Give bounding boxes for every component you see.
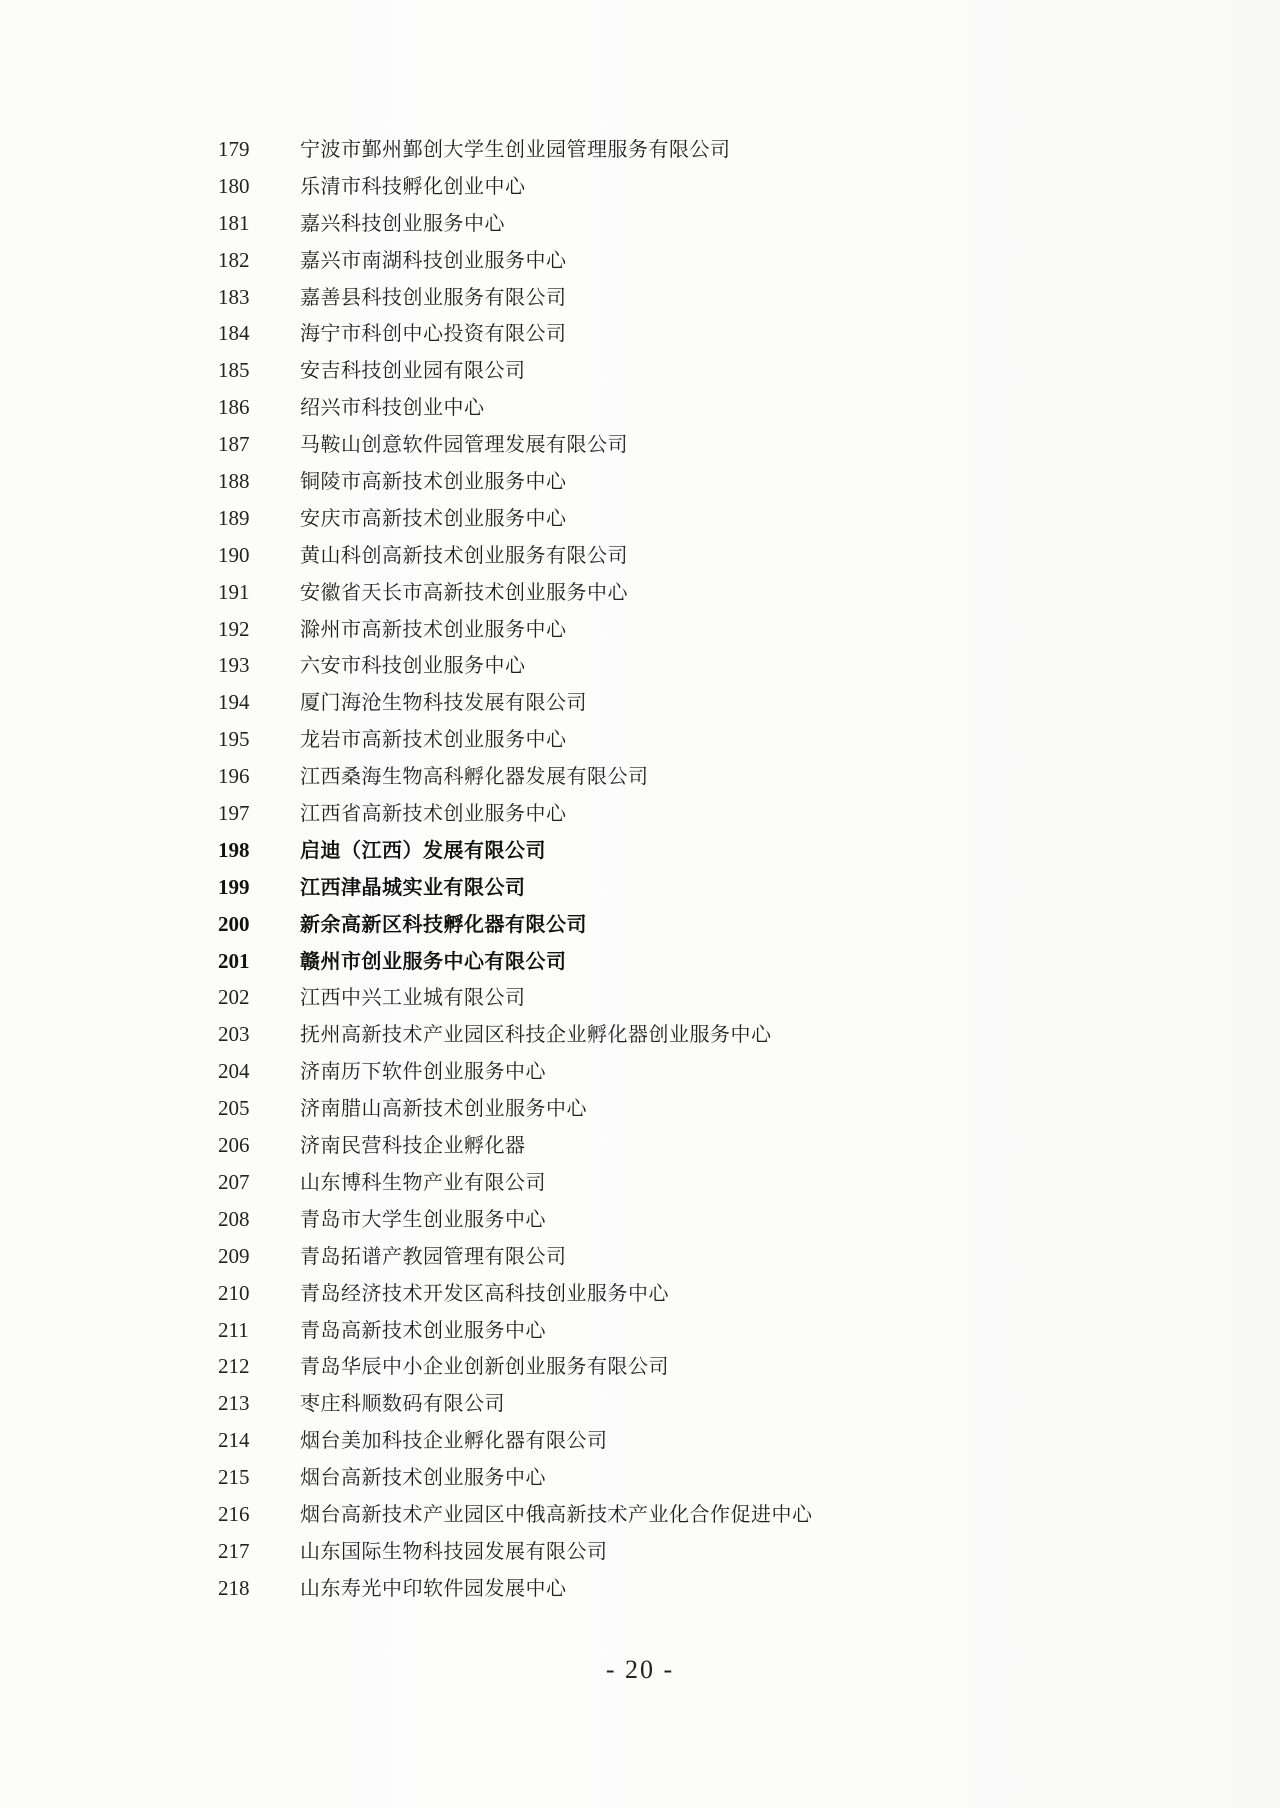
list-item: [0, 1312, 1280, 1349]
list-item: [0, 500, 1280, 537]
entry-name: 济南历下软件创业服务中心: [300, 1059, 546, 1084]
list-item: [0, 979, 1280, 1016]
list-item: [0, 1053, 1280, 1090]
entry-number: 198: [218, 837, 250, 862]
entry-number: 212: [218, 1354, 250, 1379]
entry-name: 江西省高新技术创业服务中心: [300, 801, 567, 826]
entry-name: 青岛经济技术开发区高科技创业服务中心: [300, 1280, 669, 1305]
list-item: [0, 684, 1280, 721]
list-item: [0, 1164, 1280, 1201]
entry-name: 龙岩市高新技术创业服务中心: [300, 727, 567, 752]
entry-name: 枣庄科顺数码有限公司: [300, 1391, 505, 1416]
entry-name: 滁州市高新技术创业服务中心: [300, 616, 567, 641]
list-item: [0, 943, 1280, 980]
entry-name: 济南民营科技企业孵化器: [300, 1133, 526, 1158]
list-item: [0, 168, 1280, 205]
entry-number: 217: [218, 1538, 250, 1563]
entry-name: 江西桑海生物高科孵化器发展有限公司: [300, 764, 649, 789]
entry-number: 179: [218, 137, 250, 161]
entry-name: 赣州市创业服务中心有限公司: [300, 948, 567, 973]
entry-name: 山东寿光中印软件园发展中心: [300, 1575, 567, 1600]
entry-name: 嘉善县科技创业服务有限公司: [300, 284, 567, 309]
entry-name: 马鞍山创意软件园管理发展有限公司: [300, 432, 628, 457]
list-item: [0, 426, 1280, 463]
entry-number: 216: [218, 1501, 250, 1526]
entry-number: 181: [218, 210, 250, 235]
entry-name: 安庆市高新技术创业服务中心: [300, 505, 567, 530]
entry-number: 208: [218, 1206, 250, 1231]
entry-number: 180: [218, 173, 250, 198]
entry-name: 青岛华辰中小企业创新创业服务有限公司: [300, 1354, 669, 1379]
entry-name: 江西中兴工业城有限公司: [300, 985, 526, 1010]
entry-number: 187: [218, 432, 250, 457]
entry-name: 嘉兴科技创业服务中心: [300, 210, 505, 235]
entry-name: 绍兴市科技创业中心: [300, 395, 485, 420]
list-item: [0, 647, 1280, 684]
entry-name: 烟台美加科技企业孵化器有限公司: [300, 1428, 608, 1453]
entry-name: 抚州高新技术产业园区科技企业孵化器创业服务中心: [300, 1022, 772, 1047]
entry-number: 204: [218, 1059, 250, 1084]
entry-number: 182: [218, 247, 250, 272]
entry-number: 195: [218, 727, 250, 752]
entry-number: 193: [218, 653, 250, 678]
list-item: [0, 1016, 1280, 1053]
entry-number: 203: [218, 1022, 250, 1047]
entry-name: 厦门海沧生物科技发展有限公司: [300, 690, 587, 715]
entry-name: 山东国际生物科技园发展有限公司: [300, 1538, 608, 1563]
list-item: [0, 463, 1280, 500]
list-item: [0, 537, 1280, 574]
entry-name: 青岛拓谱产教园管理有限公司: [300, 1243, 567, 1268]
entry-number: 199: [218, 874, 250, 899]
list-item: [0, 832, 1280, 869]
entry-number: 196: [218, 764, 250, 789]
list-item: [0, 574, 1280, 611]
entry-number: 192: [218, 616, 250, 641]
entry-name: 乐清市科技孵化创业中心: [300, 173, 526, 198]
list-item: [0, 1533, 1280, 1570]
list-item: [0, 242, 1280, 279]
list-item: [0, 1127, 1280, 1164]
list-item: [0, 315, 1280, 352]
list-item: [0, 389, 1280, 426]
entry-name: 青岛高新技术创业服务中心: [300, 1317, 546, 1342]
entry-number: 214: [218, 1428, 250, 1453]
entry-name: 嘉兴市南湖科技创业服务中心: [300, 247, 567, 272]
entry-name: 烟台高新技术产业园区中俄高新技术产业化合作促进中心: [300, 1501, 813, 1526]
entry-name: 新余高新区科技孵化器有限公司: [300, 911, 587, 936]
entry-number: 197: [218, 801, 250, 826]
entry-number: 207: [218, 1169, 250, 1194]
list-item: [0, 611, 1280, 648]
list-item: [0, 1090, 1280, 1127]
entry-name: 安吉科技创业园有限公司: [300, 358, 526, 383]
entry-name: 青岛市大学生创业服务中心: [300, 1206, 546, 1231]
entry-number: 213: [218, 1391, 250, 1416]
entry-number: 206: [218, 1133, 250, 1158]
entry-number: 185: [218, 358, 250, 383]
entry-number: 191: [218, 579, 250, 604]
list-item: [0, 906, 1280, 943]
list-item: [0, 205, 1280, 242]
entry-number: 194: [218, 690, 250, 715]
list-item: [0, 1570, 1280, 1607]
page-number: - 20 -: [605, 1655, 675, 1684]
entry-name: 海宁市科创中心投资有限公司: [300, 321, 567, 346]
entry-name: 黄山科创高新技术创业服务有限公司: [300, 542, 628, 567]
entry-number: 209: [218, 1243, 250, 1268]
list-item: [0, 131, 1280, 168]
list-item: [0, 279, 1280, 316]
list-item: [0, 721, 1280, 758]
incubator-list: [0, 131, 1280, 1607]
entry-name: 启迪（江西）发展有限公司: [300, 837, 546, 862]
entry-number: 189: [218, 505, 250, 530]
list-item: [0, 1385, 1280, 1422]
list-item: [0, 1496, 1280, 1533]
entry-number: 200: [218, 911, 250, 936]
entry-name: 六安市科技创业服务中心: [300, 653, 526, 678]
entry-number: 190: [218, 542, 250, 567]
list-item: [0, 758, 1280, 795]
list-item: [0, 1238, 1280, 1275]
list-item: [0, 1459, 1280, 1496]
entry-number: 202: [218, 985, 250, 1010]
entry-number: 215: [218, 1465, 250, 1490]
entry-number: 183: [218, 284, 250, 309]
entry-name: 济南腊山高新技术创业服务中心: [300, 1096, 587, 1121]
list-item: [0, 869, 1280, 906]
entry-number: 210: [218, 1280, 250, 1305]
entry-number: 205: [218, 1096, 250, 1121]
list-item: [0, 1422, 1280, 1459]
list-item: [0, 1275, 1280, 1312]
entry-name: 江西津晶城实业有限公司: [300, 874, 526, 899]
entry-number: 188: [218, 469, 250, 494]
entry-name: 烟台高新技术创业服务中心: [300, 1465, 546, 1490]
entry-number: 211: [218, 1317, 249, 1342]
entry-number: 201: [218, 948, 250, 973]
entry-number: 184: [218, 321, 250, 346]
entry-number: 218: [218, 1575, 250, 1600]
entry-name: 山东博科生物产业有限公司: [300, 1169, 546, 1194]
list-item: [0, 352, 1280, 389]
entry-number: 186: [218, 395, 250, 420]
entry-name: 宁波市鄞州鄞创大学生创业园管理服务有限公司: [300, 137, 731, 161]
entry-name: 铜陵市高新技术创业服务中心: [300, 469, 567, 494]
list-item: [0, 1201, 1280, 1238]
list-item: [0, 1348, 1280, 1385]
list-item: [0, 795, 1280, 832]
entry-name: 安徽省天长市高新技术创业服务中心: [300, 579, 628, 604]
